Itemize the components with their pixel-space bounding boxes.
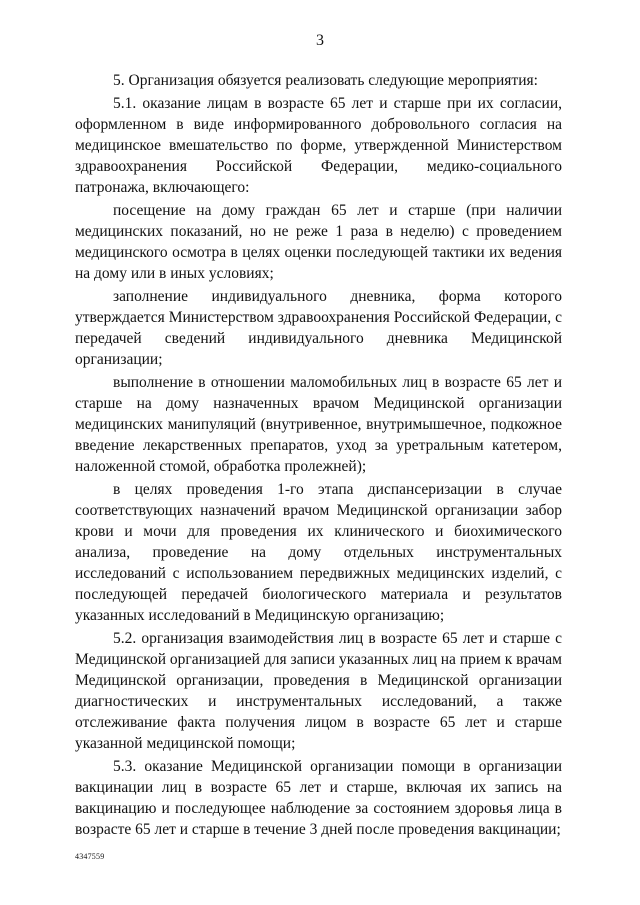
- paragraph-home-visits: посещение на дому граждан 65 лет и старше (при наличии медицинских показаний, но не реже 1 раза в неделю) с проведением медицинского осмотра в целях оценки последующей тактики их ведения на дому или в иных условиях;: [75, 202, 562, 282]
- paragraph-individual-diary: заполнение индивидуального дневника, форма которого утверждается Министерством здравоохранения Российской Федерации, с передачей сведений индивидуального дневника Медицинской организации;: [75, 288, 562, 368]
- document-code: 4347559: [75, 852, 105, 861]
- paragraph-5-heading: 5. Организация обязуется реализовать следующие мероприятия:: [113, 72, 538, 89]
- paragraph-5-3: 5.3. оказание Медицинской организации помощи в организации вакцинации лиц в возрасте 65 лет и старше, включая их запись на вакцинацию и последующее наблюдение за состоянием здоровья лица в возрасте 65 лет и старше в течение 3 дней после проведения вакцинации;: [75, 758, 562, 838]
- paragraph-5-2: 5.2. организация взаимодействия лиц в возрасте 65 лет и старше с Медицинской организацией для записи указанных лиц на прием к врачам Медицинской организации, проведения в Медицинской организации диагностических и инструментальных исследований, а также отслеживание факта получения лицом в возрасте 65 лет и старше указанной медицинской помощи;: [75, 630, 562, 752]
- document-body: [75, 70, 562, 842]
- page-number: 3: [316, 32, 324, 49]
- paragraph-5-1: 5.1. оказание лицам в возрасте 65 лет и старше при их согласии, оформленном в виде информированного добровольного согласия на медицинское вмешательство по форме, утвержденной Министерством здравоохранения Российской Федерации, медико-социального патронажа, включающего:: [75, 95, 562, 196]
- paragraph-manipulations: выполнение в отношении маломобильных лиц в возрасте 65 лет и старше на дому назначенных врачом Медицинской организации медицинских манипуляций (внутривенное, внутримышечное, подкожное введение лекарственных препаратов, уход за уретральным катетером, наложенной стомой, обработка пролежней);: [75, 374, 562, 475]
- paragraph-dispensarization: в целях проведения 1-го этапа диспансеризации в случае соответствующих назначений врачом Медицинской организации забор крови и мочи для проведения их клинического и биохимического анализа, проведение на дому отдельных инструментальных исследований с использованием передвижных медицинских изделий, с последующей передачей биологического материала и результатов указанных исследований в Медицинскую организацию;: [75, 481, 562, 624]
